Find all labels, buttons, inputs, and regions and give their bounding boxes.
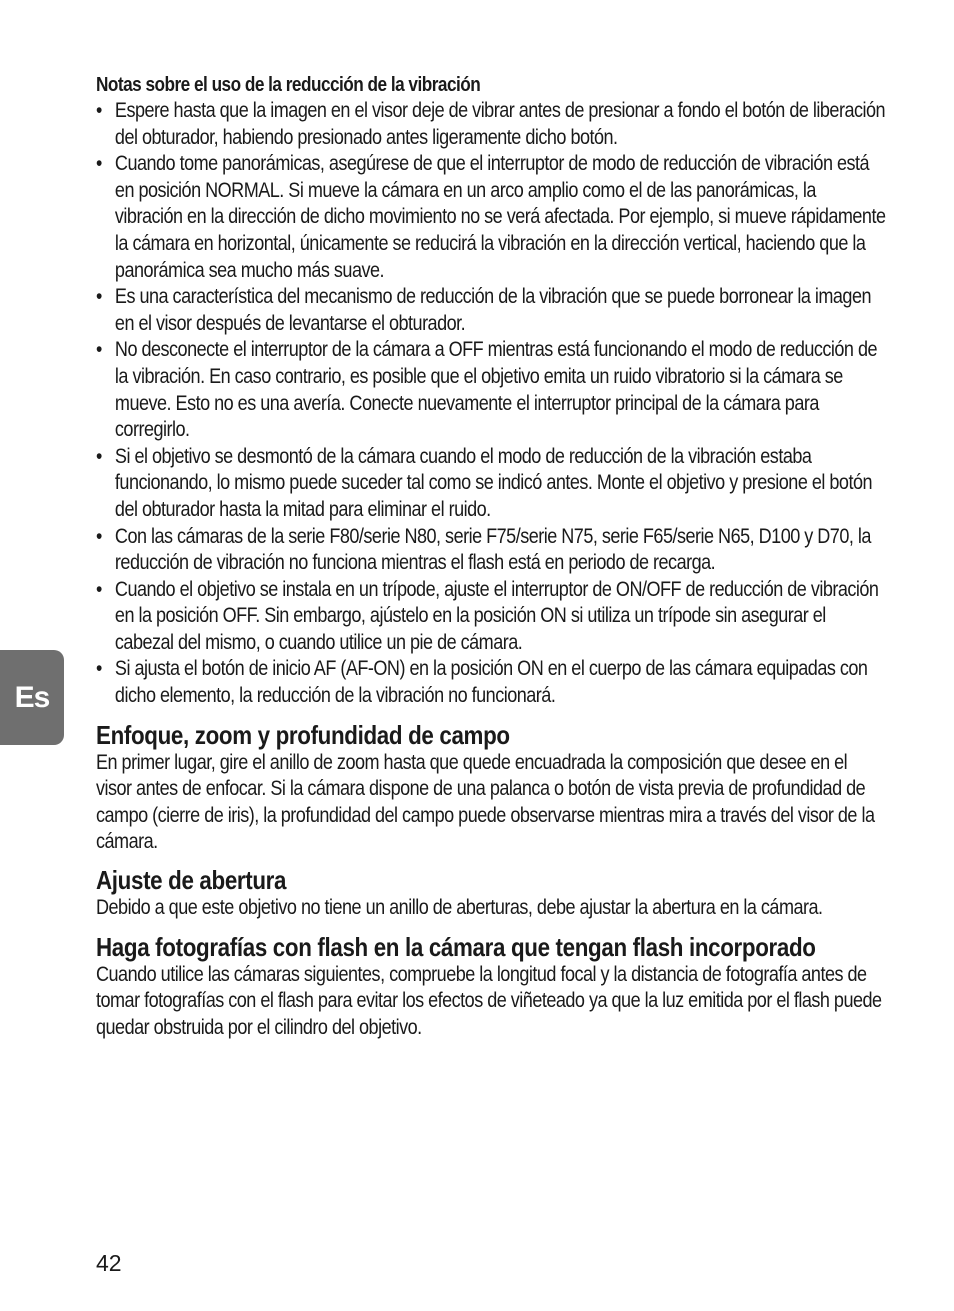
bullet-icon: • <box>96 444 102 468</box>
list-item <box>96 577 885 657</box>
list-item <box>96 284 885 337</box>
section-heading-flash: Haga fotografías con flash en la cámara que tengan flash incorporado <box>96 931 816 962</box>
section-body-aperture: Debido a que este objetivo no tiene un anillo de aberturas, debe ajustar la abertura en la cámara. <box>96 896 823 920</box>
list-item <box>96 524 885 577</box>
notes-title: Notas sobre el uso de la reducción de la vibración <box>96 74 481 96</box>
language-tab-label: Es <box>14 680 50 714</box>
text-column <box>96 72 885 1041</box>
bullet-icon: • <box>96 524 102 548</box>
list-item <box>96 151 885 284</box>
notes-list <box>96 98 885 710</box>
list-item <box>96 656 885 709</box>
page-content <box>96 72 886 1041</box>
list-item-text: Con las cámaras de la serie F80/serie N80, serie F75/serie N75, serie F65/serie N65, D100 y D70, la reducción de vibración no funciona mientras el flash está en periodo de recarga. <box>114 524 871 575</box>
list-item-text: Si el objetivo se desmontó de la cámara cuando el modo de reducción de la vibración estaba funcionando, lo mismo puede suceder tal como se indicó antes. Monte el objetivo y presione el botón del obturador hasta la mitad para eliminar el ruido. <box>114 444 873 521</box>
list-item-text: Si ajusta el botón de inicio AF (AF-ON) en la posición ON en el cuerpo de las cámara equipadas con dicho elemento, la reducción de la vibración no funcionará. <box>114 657 868 708</box>
bullet-icon: • <box>96 338 102 362</box>
list-item <box>96 444 885 524</box>
section-heading-focus-zoom: Enfoque, zoom y profundidad de campo <box>96 719 510 750</box>
list-item-text: Cuando el objetivo se instala en un trípode, ajuste el interruptor de ON/OFF de reducción de vibración en la posición OFF. Sin embargo, ajústelo en la posición ON si utiliza un trípode sin asegurar el cabezal del mismo, o cuando utilice un pie de cámara. <box>114 577 879 654</box>
section-body-flash: Cuando utilice las cámaras siguientes, compruebe la longitud focal y la distancia de fotografía antes de tomar fotografías con el flash para evitar los efectos de viñeteado ya que la luz emitida por el flash puede quedar obstruida por el cilindro del objetivo. <box>96 962 882 1039</box>
bullet-icon: • <box>96 99 102 122</box>
list-item <box>96 337 885 443</box>
section-heading-aperture: Ajuste de abertura <box>96 865 287 896</box>
list-item-text: Espere hasta que la imagen en el visor deje de vibrar antes de presionar a fondo el botón de liberación del obturador, habiendo presionado antes ligeramente dicho botón. <box>114 99 886 149</box>
list-item-text: Es una característica del mecanismo de reducción de la vibración que se puede borronear la imagen en el visor después de levantarse el obturador. <box>114 285 872 335</box>
bullet-icon: • <box>96 577 102 601</box>
bullet-icon: • <box>96 152 102 176</box>
page-number: 42 <box>96 1250 122 1276</box>
list-item <box>96 98 885 151</box>
section-body-focus-zoom: En primer lugar, gire el anillo de zoom hasta que quede encuadrada la composición que desee en el visor antes de enfocar. Si la cámara dispone de una palanca o botón de vista previa de profundidad de campo (cierre de iris), la profundidad del campo puede observarse mientras mira a través del visor de la cámara. <box>96 750 875 854</box>
list-item-text: Cuando tome panorámicas, asegúrese de que el interruptor de modo de reducción de vibración está en posición NORMAL. Si mueve la cámara en un arco amplio como el de las panorámicas, la vibración en la dirección de dicho movimiento no se verá afectada. Por ejemplo, si mueve rápidamente la cámara en horizontal, únicamente se reducirá la vibración en la dirección vertical, haciendo que la panorámica sea mucho más suave. <box>114 152 886 282</box>
list-item-text: No desconecte el interruptor de la cámara a OFF mientras está funcionando el modo de reducción de la vibración. En caso contrario, es posible que el objetivo emita un ruido vibratorio si la cámara se mueve. Esto no es una avería. Conecte nuevamente el interruptor principal de la cámara para corregirlo. <box>114 338 878 442</box>
language-tab <box>0 650 64 745</box>
bullet-icon: • <box>96 285 102 309</box>
bullet-icon: • <box>96 657 102 681</box>
